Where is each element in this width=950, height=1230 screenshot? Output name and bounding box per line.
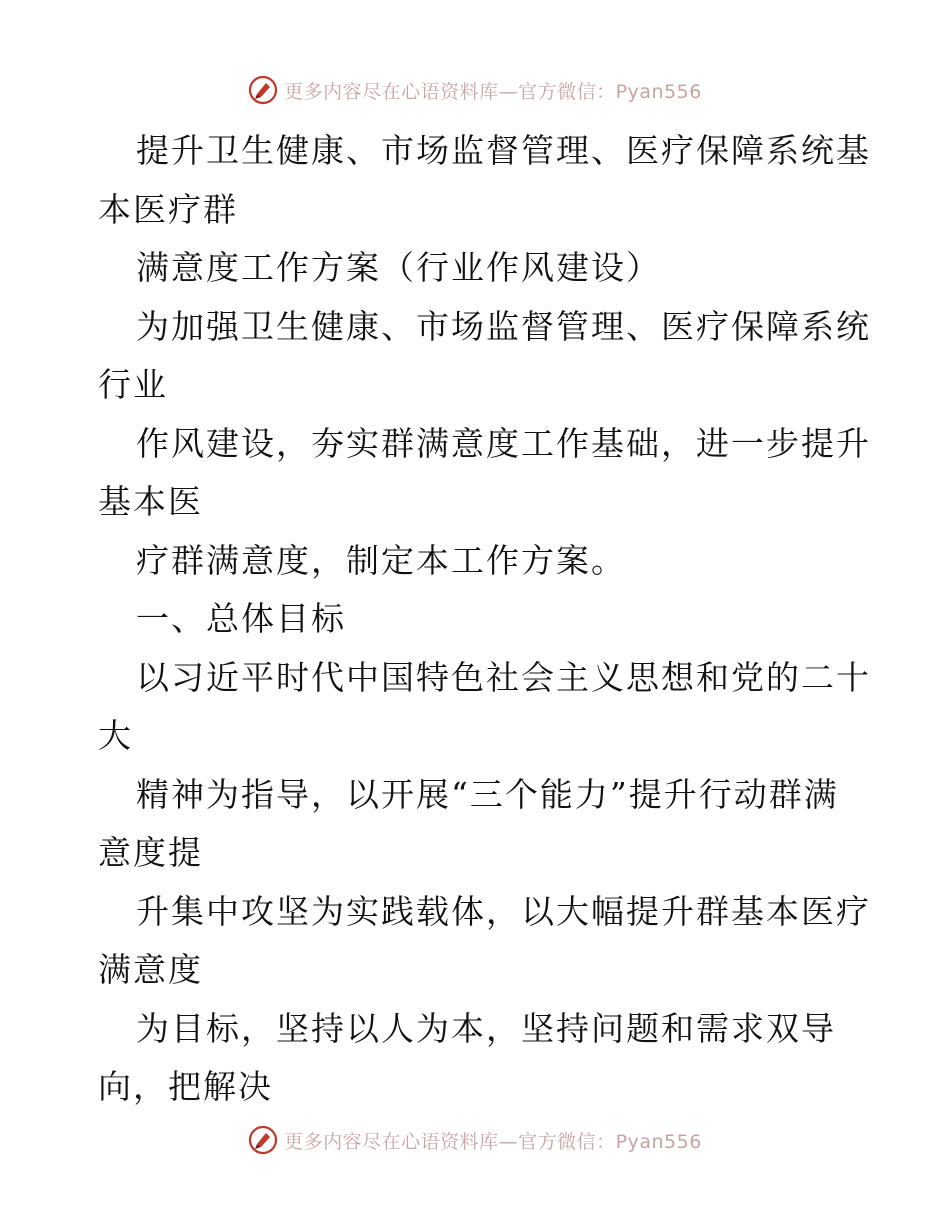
text-line: 提升卫生健康、市场监督管理、医疗保障系统基 [136, 131, 871, 170]
section-heading: 一、总体目标 [136, 599, 346, 638]
text-line: 大 [98, 716, 133, 755]
text-line: 升集中攻坚为实践载体，以大幅提升群基本医疗 [136, 891, 871, 931]
text-line: 意度提 [98, 833, 203, 872]
text-line: 作风建设，夯实群满意度工作基础，进一步提升 [136, 423, 871, 463]
text-line: 向，把解决 [98, 1067, 273, 1106]
text-line: 本医疗群 [98, 189, 238, 229]
pen-heart-logo-icon [248, 75, 278, 105]
text-line: 为加强卫生健康、市场监督管理、医疗保障系统 [136, 306, 871, 346]
footer-watermark [0, 1120, 950, 1160]
header-watermark [0, 70, 950, 110]
text-line: 行业 [98, 365, 168, 404]
watermark-text: 更多内容尽在心语资料库—官方微信：Pyan556 [284, 1130, 702, 1153]
text-line: 满意度工作方案（行业作风建设） [136, 248, 661, 287]
text-line: 以习近平时代中国特色社会主义思想和党的二十 [136, 657, 871, 697]
text-line: 基本医 [98, 482, 203, 521]
watermark-text: 更多内容尽在心语资料库—官方微信：Pyan556 [284, 80, 702, 103]
pen-heart-logo-icon [248, 1125, 278, 1155]
document-body [98, 122, 871, 1117]
text-line: 疗群满意度，制定本工作方案。 [136, 540, 626, 580]
text-line: 满意度 [98, 950, 203, 989]
text-line: 精神为指导，以开展“三个能力”提升行动群满 [136, 774, 839, 814]
text-line: 为目标，坚持以人为本，坚持问题和需求双导 [136, 1008, 836, 1048]
